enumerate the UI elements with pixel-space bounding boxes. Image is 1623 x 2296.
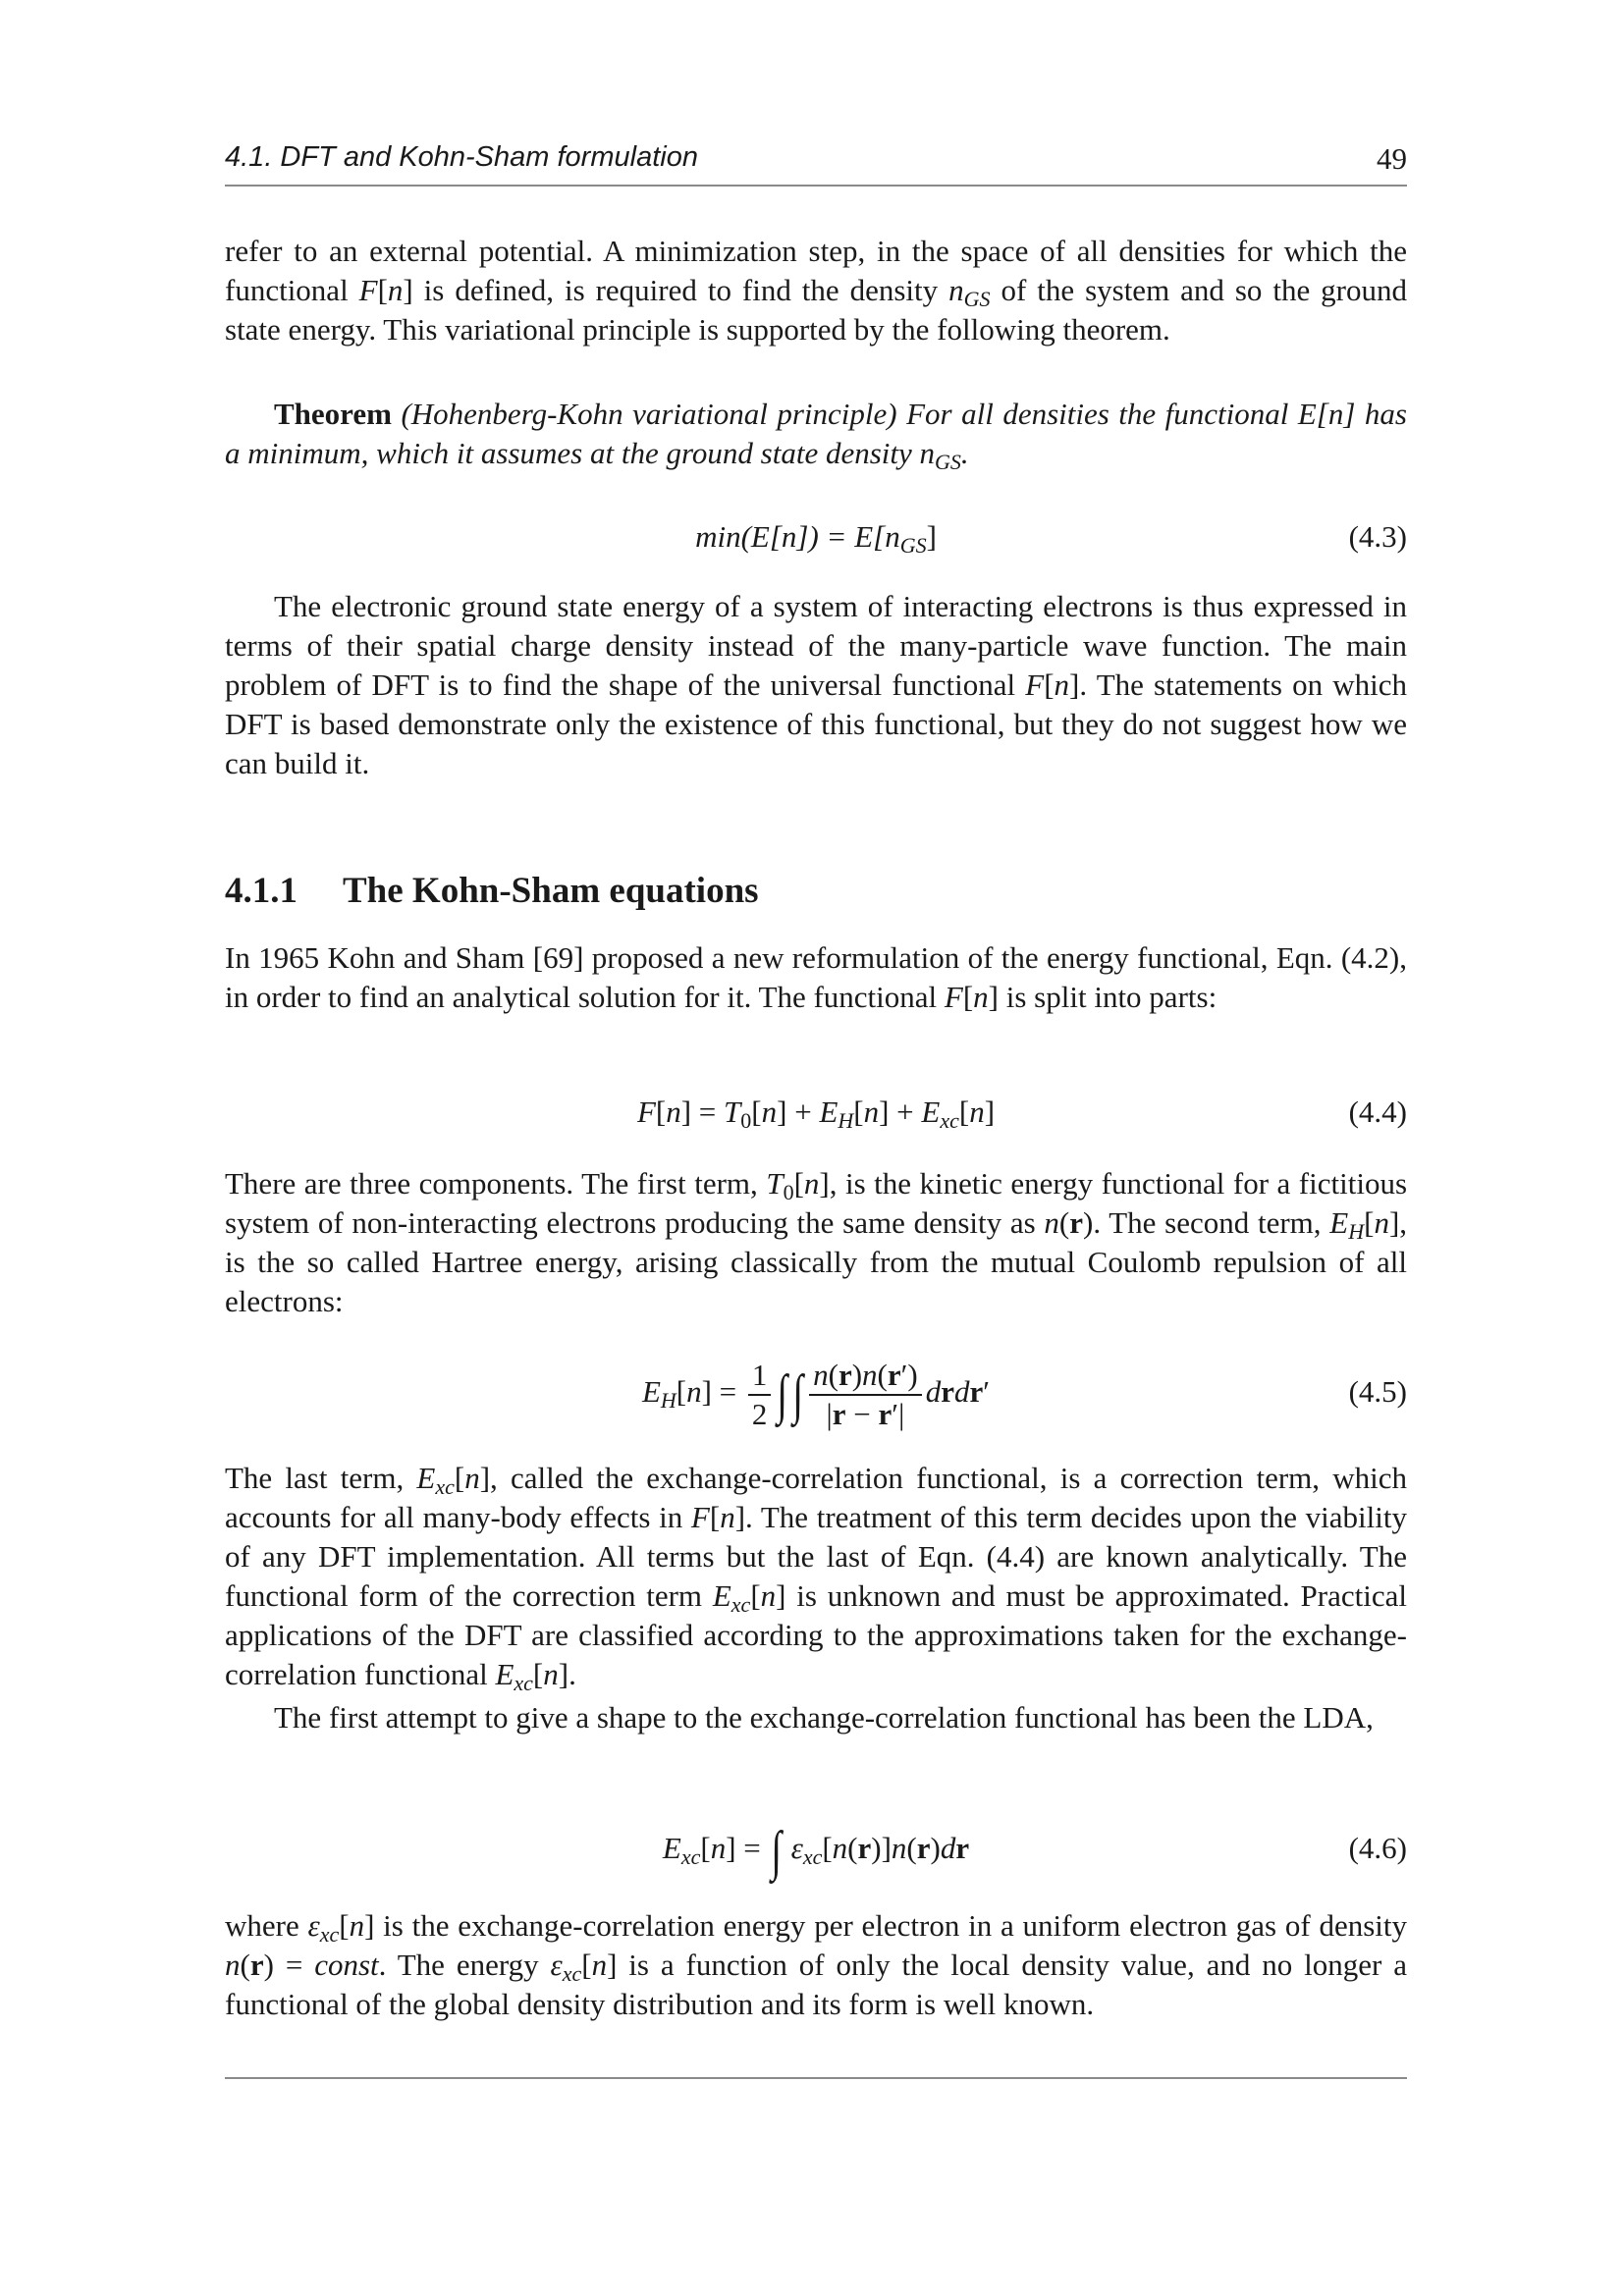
section-number: 4.1.1 bbox=[225, 871, 298, 911]
equation-number: (4.6) bbox=[1348, 1831, 1407, 1865]
equation-number: (4.4) bbox=[1348, 1095, 1407, 1129]
equation-number: (4.5) bbox=[1348, 1374, 1407, 1409]
theorem-label: Theorem bbox=[274, 397, 392, 431]
paragraph-4: There are three components. The first term, $T_0[n]$, is the kinetic energy functional for a fictitious system of non-interacting electrons producing the same density as n(r). The second term, $E_H[n]$, is the so called Hartree energy, arising classically from the mutual Coulomb repulsion of all electrons: bbox=[225, 1166, 1408, 1318]
paragraph-2: The electronic ground state energy of a system of interacting electrons is thus expressed in terms of their spatial charge density instead of the many-particle wave function. The main problem of DFT is to find the shape of the universal functional F[n]. The statements on which DFT is based demonstrate only the existence of this functional, but they do not suggest how we can build it. bbox=[225, 589, 1407, 780]
equation-4-5: $E_H[n]$ = $\frac{1}{2}$ ∫∫ $\frac{n(r)n(r')}{|r - r'|}$ drdr′ (4.5) bbox=[225, 1353, 1407, 1431]
paragraph-5: The last term, $E_{xc}[n]$, called the exchange-correlation functional, is a correction term, which accounts for all many-body effects in F[n]. The treatment of this term decides upon the viability of any DFT implementation. All terms but the last of Eqn. (4.4) are known analytically. The functional form of the correction term $E_{xc}[n]$ is unknown and must be approximated. Practical applications of the DFT are classified according to the approximations taken for the exchange-correlation functional $E_{xc}[n]$. bbox=[225, 1461, 1407, 1695]
equation-4-3: $\min(E[n]) = E[n_{GS}]$ (4.3) bbox=[225, 512, 1407, 561]
equation-4-6: $E_{xc}[n]$ = ∫ $\varepsilon_{xc}[n(r)]n(r)dr$ (4.6) bbox=[225, 1814, 1407, 1883]
section-heading bbox=[225, 870, 1407, 912]
paragraph-6: The first attempt to give a shape to the exchange-correlation functional has been the LDA, bbox=[274, 1700, 1374, 1735]
theorem: Theorem (Hohenberg-Kohn variational principle) For all densities the functional E[n] has a minimum, which it assumes at the ground state density $n_{GS}$. bbox=[225, 397, 1407, 474]
running-header bbox=[225, 137, 1407, 187]
page-number: 49 bbox=[1377, 141, 1407, 176]
section-title: The Kohn-Sham equations bbox=[343, 871, 759, 911]
equation-4-4: $F[n] = T_0[n] + E_H[n] + E_{xc}[n]$ (4.4) bbox=[225, 1088, 1407, 1137]
header-title: 4.1. DFT and Kohn-Sham formulation bbox=[225, 141, 698, 173]
equation-number: (4.3) bbox=[1348, 519, 1407, 554]
paragraph-3: In 1965 Kohn and Sham [69] proposed a new reformulation of the energy functional, Eqn. (4.2), in order to find an analytical solution for it. The functional F[n] is split into parts: bbox=[225, 940, 1407, 1014]
footer-rule bbox=[225, 2077, 1407, 2079]
paragraph-1: refer to an external potential. A minimization step, in the space of all densities for which the functional F[n] is defined, is required to find the density $n_{GS}$ of the system and so the ground state energy. This variational principle is supported by the following theorem. bbox=[225, 234, 1408, 347]
paragraph-7: where $\varepsilon_{xc}[n]$ is the exchange-correlation energy per electron in a uniform electron gas of density n(r) = const. The energy $\varepsilon_{xc}[n]$ is a function of only the local density value, and no longer a functional of the global density distribution and its form is well known. bbox=[225, 1908, 1407, 2021]
